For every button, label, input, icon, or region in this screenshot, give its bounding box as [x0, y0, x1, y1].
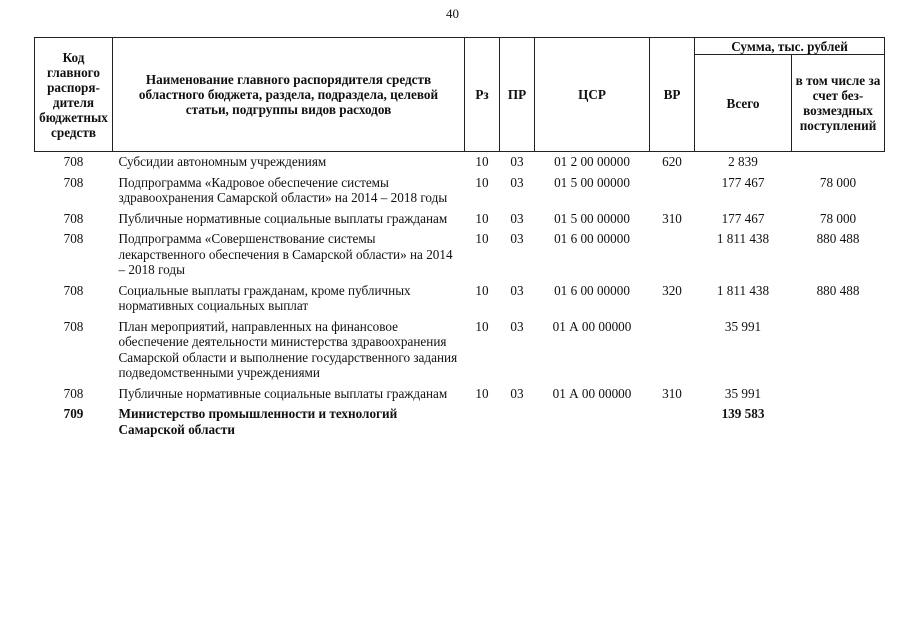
cell-vr [650, 172, 695, 208]
cell-code: 708 [63, 385, 84, 401]
cell-name: Социальные выплаты гражданам, кроме публичных нормативных социальных выплат [118, 282, 411, 313]
cell-total: 2 839 [728, 154, 758, 169]
cell-code: 708 [63, 318, 84, 334]
cell-code: 708 [63, 210, 84, 226]
cell-vr [650, 316, 695, 383]
cell-free: 880 488 [816, 282, 860, 298]
header-rz: Рз [465, 38, 500, 152]
cell-pr: 03 [510, 231, 524, 246]
cell-total: 1 811 438 [716, 282, 770, 298]
cell-name: Субсидии автономным учреждениям [118, 154, 327, 169]
table-row [35, 228, 885, 280]
cell-rz: 10 [475, 210, 489, 226]
cell-vr: 620 [662, 154, 682, 169]
cell-name: Подпрограмма «Кадровое обеспечение системы здравоохранения Самарской области» на 2014 – 2018 годы [118, 174, 448, 205]
budget-table [34, 37, 885, 439]
cell-vr [650, 403, 695, 439]
cell-free: 78 000 [819, 174, 857, 190]
cell-free [792, 403, 885, 439]
cell-total: 139 583 [721, 406, 765, 421]
cell-pr: 03 [510, 174, 524, 190]
cell-csr: 01 2 00 00000 [554, 154, 630, 169]
cell-vr: 320 [662, 282, 682, 298]
cell-csr: 01 6 00 00000 [554, 282, 630, 298]
cell-pr: 03 [510, 210, 524, 226]
table-header [35, 38, 885, 152]
table-row [35, 172, 885, 208]
cell-free: 78 000 [819, 210, 857, 226]
table-row [35, 152, 885, 172]
table-body [35, 152, 885, 440]
cell-pr: 03 [510, 385, 524, 401]
table-row [35, 208, 885, 229]
table-row [35, 316, 885, 383]
cell-name: Публичные нормативные социальные выплаты гражданам [118, 210, 448, 226]
header-free: в том числе за счет безвозмездных поступлений [792, 55, 885, 152]
cell-pr [500, 403, 535, 439]
cell-total: 1 811 438 [716, 231, 770, 246]
cell-csr: 01 5 00 00000 [554, 174, 630, 190]
cell-code: 708 [63, 282, 84, 298]
cell-total: 35 991 [724, 385, 762, 401]
table-row [35, 403, 885, 439]
cell-rz [465, 403, 500, 439]
cell-pr: 03 [510, 282, 524, 298]
header-total: Всего [695, 55, 792, 152]
cell-name: Министерство промышленности и технологий Самарской области [118, 406, 398, 437]
cell-code: 709 [63, 406, 84, 421]
header-name: Наименование главного распорядителя средств областного бюджета, раздела, подраздела, целевой статьи, подгруппы видов расходов [113, 38, 465, 152]
cell-name: Подпрограмма «Совершенствование системы лекарственного обеспечения в Самарской области» на 2014 – 2018 годы [118, 231, 453, 277]
cell-vr [650, 228, 695, 280]
cell-rz: 10 [475, 282, 489, 298]
cell-free [792, 152, 885, 172]
header-csr: ЦСР [535, 38, 650, 152]
table-row [35, 280, 885, 316]
cell-total: 177 467 [721, 210, 765, 226]
cell-name: План мероприятий, направленных на финансовое обеспечение деятельности министерства здравоохранения Самарской области и выполнение государственного задания подведомственными учреждениями [118, 318, 458, 380]
cell-total: 35 991 [724, 318, 762, 334]
header-vr: ВР [650, 38, 695, 152]
table-row [35, 383, 885, 404]
page-number: 40 [446, 6, 459, 21]
cell-csr: 01 5 00 00000 [554, 210, 630, 226]
cell-total: 177 467 [721, 174, 765, 190]
cell-vr: 310 [662, 210, 682, 226]
cell-code: 708 [63, 174, 84, 190]
header-sum: Сумма, тыс. рублей [695, 38, 885, 55]
cell-csr: 01 А 00 00000 [552, 318, 632, 334]
header-code: Код главного распорядителя бюджетных средств [35, 38, 113, 152]
cell-free [792, 316, 885, 383]
cell-rz: 10 [475, 385, 489, 401]
cell-vr: 310 [662, 385, 682, 401]
cell-code: 708 [63, 154, 84, 169]
cell-pr: 03 [510, 318, 524, 334]
cell-free: 880 488 [816, 231, 860, 246]
cell-csr: 01 6 00 00000 [554, 231, 630, 246]
cell-csr: 01 А 00 00000 [552, 385, 632, 401]
cell-rz: 10 [475, 231, 489, 246]
cell-pr: 03 [510, 154, 524, 169]
cell-rz: 10 [475, 174, 489, 190]
cell-code: 708 [63, 231, 84, 246]
header-pr: ПР [500, 38, 535, 152]
cell-name: Публичные нормативные социальные выплаты гражданам [118, 385, 448, 401]
cell-free [792, 383, 885, 404]
cell-csr [535, 403, 650, 439]
cell-rz: 10 [475, 318, 489, 334]
cell-rz: 10 [475, 154, 489, 169]
